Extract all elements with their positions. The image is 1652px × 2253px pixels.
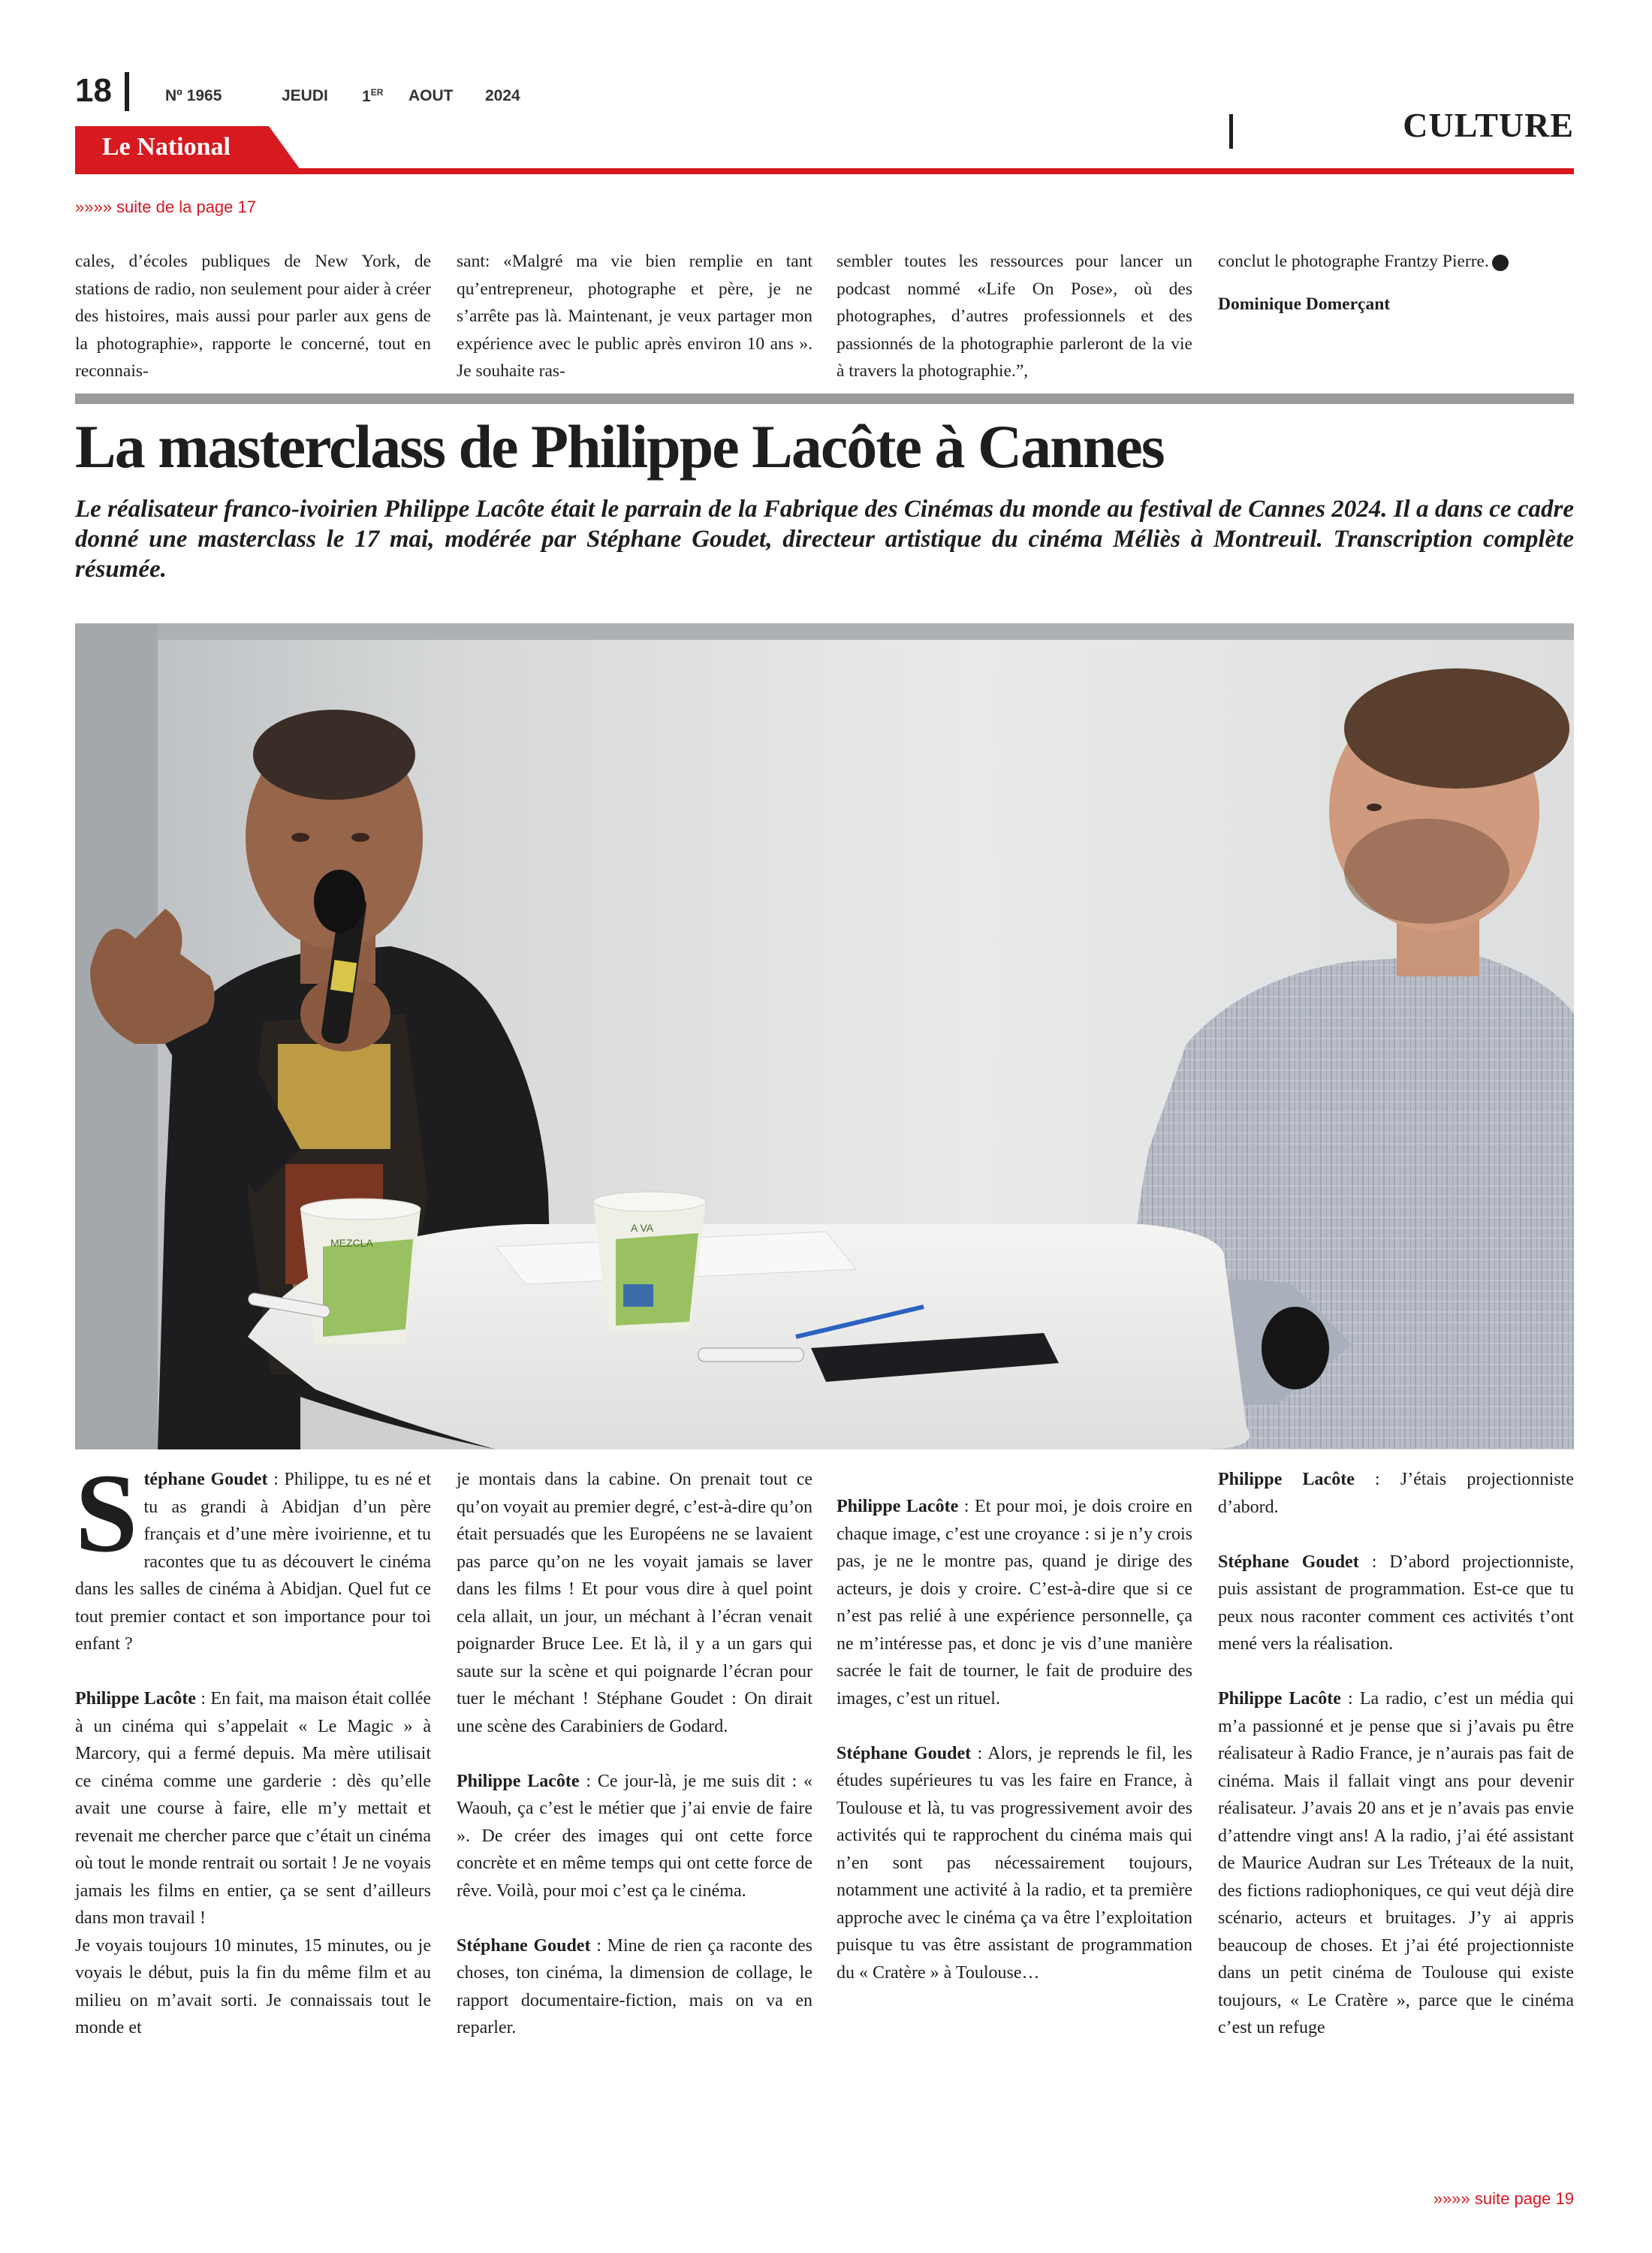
speaker-name: Philippe Lacôte <box>75 1689 197 1709</box>
speaker-name: Stéphane Goudet <box>1218 1552 1359 1572</box>
cup-left-label: MEZCLA <box>330 1237 373 1249</box>
speaker-name: téphane Goudet <box>143 1470 268 1489</box>
issue-date-suffix: ER <box>370 87 384 98</box>
article-separator <box>75 394 1574 404</box>
prev-article-col-2: sant: «Malgré ma vie bien remplie en tant qu’entrepreneur, photographe et père, je ne s’arrête pas là. Maintenant, je veux partager mon expérience avec le public après environ 10 ans ». Je souhaite ras- <box>457 252 812 381</box>
continued-to-link[interactable]: »»»» suite page 19 <box>1433 2189 1574 2208</box>
article-col-2: je montais dans la cabine. On prenait tout ce qu’on voyait au premier degré, c’est-à-dire qu’on était persuadés que les Européens ne se lavaient pas parce qu’on ne les voyait jamais se laver dans les films ! Et pour vous dire à quel point cela allait, un jour, un méchant à l’écran venait poignarder Bruce Lee. Et là, il y a un gars qui saute sur la scène et qui poignarde l’écran pour tuer le méchant ! Stéphane Goudet : On dirait une scène des Carabiniers de Godard. Philippe Lacôte : Ce jour-là, je me suis dit : « Waouh, ça c’est le métier que j’ai envie de faire ». De créer des images qui ont cette force concrète et en même temps qui ont cette force de rêve. Voilà, pour moi c’est ça le cinéma. Stéphane Goudet : Mine de rien ça raconte des choses, ton cinéma, la dimension de collage, le rapport documentaire-fiction, mais on va en reparler. <box>457 1470 812 2037</box>
prev-article-col-1: cales, d’écoles publiques de New York, de stations de radio, non seulement pour aider à créer des histoires, mais aussi pour parler aux gens de la photographie», rapporte le concerné, tout en reconnais- <box>75 252 431 381</box>
header-red-rule <box>75 168 1574 174</box>
article-headline: La masterclass de Philippe Lacôte à Cannes <box>75 412 1164 481</box>
article-col-3: Philippe Lacôte : Et pour moi, je dois croire en chaque image, c’est une croyance : si je n’y crois pas, je ne le montre pas, quand je dirige des acteurs, je dois y croire. C’est-à-dire que si ce n’est pas relié à une expérience personnelle, ça ne m’intéresse pas, et donc je vis d’une manière sacrée le fait de tourner, le fait de produire des images, c’est un rituel. Stéphane Goudet : Alors, je reprends le fil, les études supérieures tu vas les faire en France, à Toulouse et là, tu vas progressivement avoir des activités qui te rapprochent du cinéma mais qui n’en sont pas nécessairement toujours, notamment une activité à la radio, et ta première approche avec le cinéma ça va être l’exploitation puisque tu vas être assistant de programmation du « Cratère » à Toulouse… <box>837 1497 1192 1983</box>
masterclass-photo <box>75 623 1574 1449</box>
issue-number: Nº 1965 <box>165 87 222 104</box>
issue-month: AOUT <box>408 87 454 104</box>
speaker-name: Stéphane Goudet <box>457 1935 591 1956</box>
marker <box>698 1348 803 1362</box>
section-title: CULTURE <box>1403 106 1574 144</box>
speaker-name: Philippe Lacôte <box>457 1771 580 1791</box>
second-microphone <box>1262 1307 1329 1389</box>
article-col-4: Philippe Lacôte : J’étais projectionniste d’abord. Stéphane Goudet : D’abord projectionniste, puis assistant de programmation. Est-ce que tu peux nous raconter comment ces activités t’ont mené vers la réalisation. Philippe Lacôte : La radio, c’est un média qui m’a passionné et je pense que si j’avais pu être réalisateur à Radio France, je n’aurais pas fait de cinéma. Mais il fallait vingt ans pour devenir réalisateur. J’avais 20 ans et je n’avais pas envie d’attendre vingt ans! A la radio, j’ai été assistant de Maurice Audran sur Les Tréteaux de la nuit, des fictions radiophoniques, ce qui veut déjà dire scénario, acteurs et bruitages. J’y ai appris beaucoup de choses. Et j’ai été projectionniste dans un petit cinéma de Toulouse qui existe toujours, « Le Cratère », parce que le cinéma c’est un refuge <box>1218 1470 1574 2037</box>
end-of-article-icon <box>1492 255 1509 271</box>
speaker-name: Philippe Lacôte <box>837 1497 959 1516</box>
prev-article-author: Dominique Domerçant <box>1218 294 1391 314</box>
header-divider <box>125 72 129 111</box>
page-number: 18 <box>75 72 112 109</box>
paper-cup-left <box>300 1199 421 1344</box>
continued-from-link[interactable]: »»»» suite de la page 17 <box>75 198 256 216</box>
section-divider <box>1229 114 1233 149</box>
cup-right-label: A VA <box>631 1222 654 1234</box>
prev-article-col-4: conclut le photographe Frantzy Pierre. Dominique Domerçant <box>1218 248 1574 318</box>
article-photo <box>75 623 1574 1449</box>
brand-logo: Le National <box>102 133 231 161</box>
speaker-name: Stéphane Goudet <box>837 1743 972 1763</box>
article-col-1: Stéphane Goudet : Philippe, tu es né et tu as grandi à Abidjan d’un père français et d’une mère ivoirienne, et tu racontes que tu as découvert le cinéma dans les salles de cinéma à Abidjan. Quel fut ce tout premier contact et son importance pour toi enfant ? Philippe Lacôte : En fait, ma maison était collée à un cinéma qui s’appelait « Le Magic » à Marcory, qui a fermé depuis. Ma mère utilisait ce cinéma comme une garderie : dès qu’elle avait une course à faire, elle m’y mettait et revenait me chercher parce que c’était un cinéma où tout le monde rentrait ou sortait ! Je ne voyais jamais les films en entier, ça se sent d’ailleurs dans mon travail ! Je voyais toujours 10 minutes, 15 minutes, ou je voyais le début, puis la fin du même film et au milieu on m’avait sorti. Je connaissais tout le monde et <box>75 1451 431 2037</box>
speaker-name: Philippe Lacôte <box>1218 1689 1341 1709</box>
wall-shelf <box>158 623 1574 640</box>
drop-cap: S <box>75 1451 138 1576</box>
paper-cup-right <box>593 1192 706 1329</box>
article-standfirst: Le réalisateur franco-ivoirien Philippe Lacôte était le parrain de la Fabrique des Cinémas du monde au festival de Cannes 2024. Il a dans ce cadre donné une masterclass le 17 mai, modérée par Stéphane Goudet, directeur artistique du cinéma Méliès à Montreuil. Transcription complète résumée. <box>75 496 1574 583</box>
issue-year: 2024 <box>485 87 520 104</box>
prev-article-col-3: sembler toutes les ressources pour lancer un podcast nommé «Life On Pose», où des photographes, d’autres professionnels et des passionnés de la photographie parleront de la vie à travers la photographie.”, <box>837 252 1192 381</box>
issue-date-day: 1ER <box>362 87 384 105</box>
issue-day: JEUDI <box>282 87 328 104</box>
speaker-name: Philippe Lacôte <box>1218 1470 1355 1489</box>
